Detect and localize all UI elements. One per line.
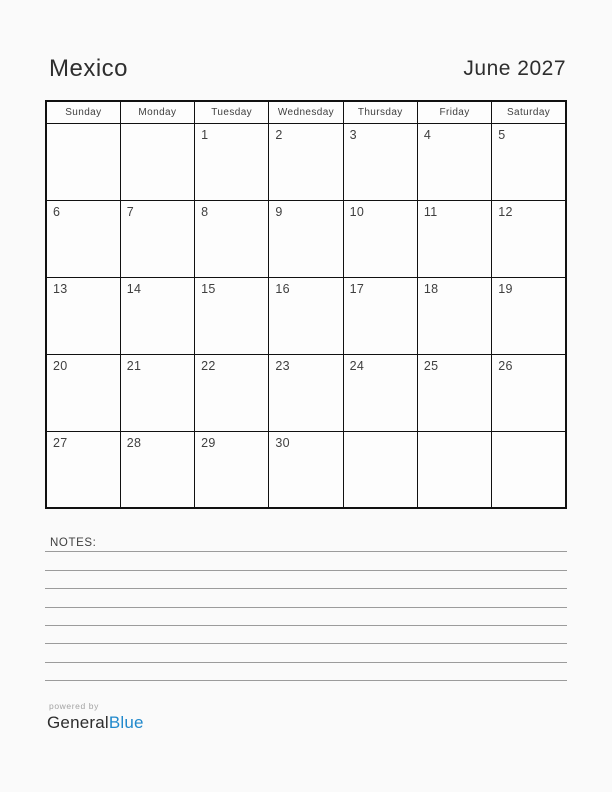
day-header-saturday: Saturday	[492, 101, 566, 123]
calendar-day-cell-6: 6	[46, 200, 120, 277]
page-title: Mexico	[49, 55, 129, 82]
calendar-day-cell-14: 14	[120, 277, 194, 354]
calendar-week-row	[46, 200, 566, 277]
notes-line	[45, 552, 567, 570]
day-header-sunday: Sunday	[46, 101, 120, 123]
calendar-day-cell-3: 3	[343, 123, 417, 200]
calendar-day-cell-19: 19	[492, 277, 566, 354]
calendar-day-cell-23: 23	[269, 354, 343, 431]
calendar-day-cell-17: 17	[343, 277, 417, 354]
calendar-empty-cell	[417, 431, 491, 508]
calendar-day-cell-18: 18	[417, 277, 491, 354]
month-year-label: June 2027	[463, 57, 566, 80]
day-header-tuesday: Tuesday	[195, 101, 269, 123]
calendar-day-cell-12: 12	[492, 200, 566, 277]
calendar-day-header-row	[46, 101, 566, 123]
calendar-table	[45, 100, 567, 509]
calendar-day-cell-25: 25	[417, 354, 491, 431]
calendar-empty-cell	[46, 123, 120, 200]
powered-by-label: powered by	[49, 701, 99, 711]
calendar-day-cell-5: 5	[492, 123, 566, 200]
notes-line	[45, 571, 567, 589]
calendar-day-cell-1: 1	[195, 123, 269, 200]
calendar-day-cell-7: 7	[120, 200, 194, 277]
calendar-week-row	[46, 277, 566, 354]
calendar-body	[46, 123, 566, 508]
calendar-day-cell-15: 15	[195, 277, 269, 354]
notes-line	[45, 608, 567, 626]
day-header-thursday: Thursday	[343, 101, 417, 123]
day-header-friday: Friday	[417, 101, 491, 123]
notes-label: NOTES:	[50, 537, 97, 549]
calendar-day-cell-29: 29	[195, 431, 269, 508]
notes-line	[45, 626, 567, 644]
calendar-week-row	[46, 431, 566, 508]
calendar-day-cell-8: 8	[195, 200, 269, 277]
calendar-day-cell-22: 22	[195, 354, 269, 431]
day-header-monday: Monday	[120, 101, 194, 123]
calendar-day-cell-27: 27	[46, 431, 120, 508]
calendar-day-cell-13: 13	[46, 277, 120, 354]
calendar-week-row	[46, 354, 566, 431]
notes-line	[45, 589, 567, 607]
calendar-day-cell-21: 21	[120, 354, 194, 431]
calendar-day-cell-24: 24	[343, 354, 417, 431]
notes-line	[45, 644, 567, 662]
calendar-day-cell-30: 30	[269, 431, 343, 508]
calendar-day-cell-10: 10	[343, 200, 417, 277]
calendar-day-cell-11: 11	[417, 200, 491, 277]
notes-section	[45, 534, 567, 681]
brand-general: General	[47, 713, 109, 732]
calendar-day-cell-20: 20	[46, 354, 120, 431]
calendar-empty-cell	[120, 123, 194, 200]
calendar-day-cell-4: 4	[417, 123, 491, 200]
brand-blue: Blue	[108, 713, 144, 732]
calendar-week-row	[46, 123, 566, 200]
footer	[47, 701, 144, 733]
brand-logo	[47, 713, 144, 733]
calendar-empty-cell	[492, 431, 566, 508]
notes-line	[45, 663, 567, 681]
calendar-day-cell-2: 2	[269, 123, 343, 200]
calendar-day-cell-28: 28	[120, 431, 194, 508]
notes-lines	[45, 534, 567, 681]
calendar-empty-cell	[343, 431, 417, 508]
calendar-day-cell-26: 26	[492, 354, 566, 431]
calendar-day-cell-16: 16	[269, 277, 343, 354]
notes-line	[45, 534, 567, 552]
day-header-wednesday: Wednesday	[269, 101, 343, 123]
calendar-day-cell-9: 9	[269, 200, 343, 277]
